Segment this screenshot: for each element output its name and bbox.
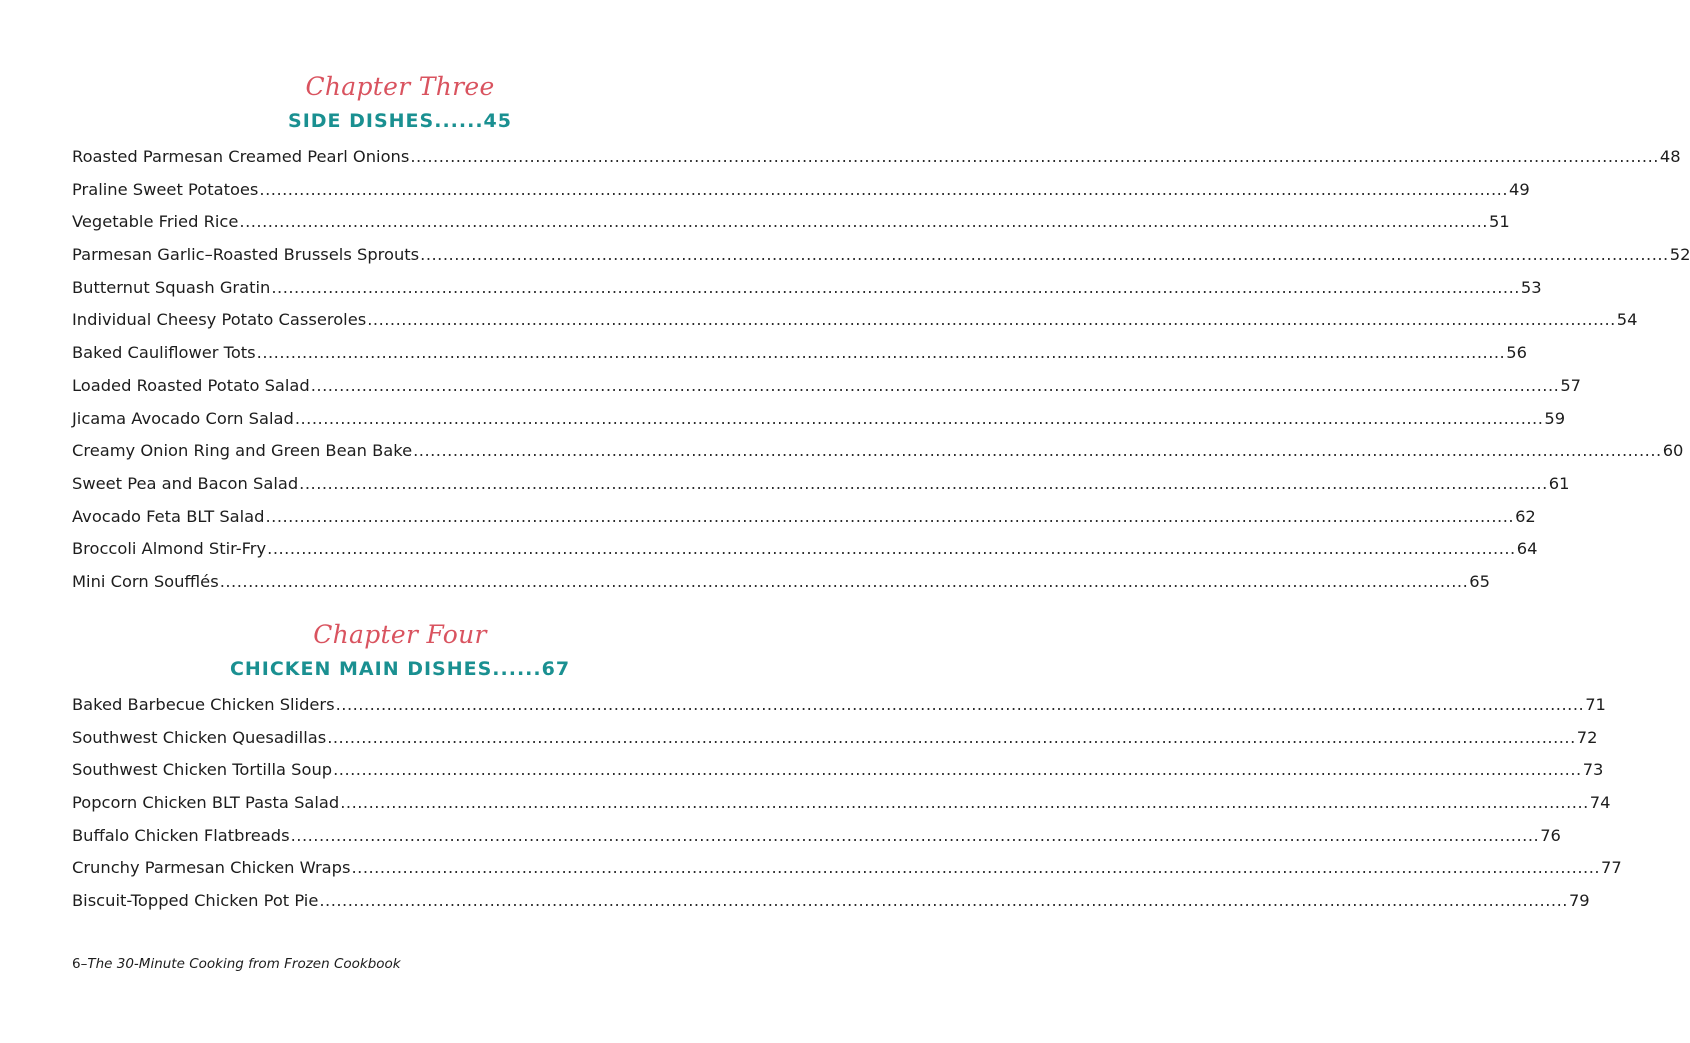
dot-leader: ............................................................................................................................................................................................................................ xyxy=(294,408,1544,428)
dot-leader: ............................................................................................................................................................................................................................ xyxy=(335,695,1585,714)
toc-entry-page-number: 52 xyxy=(1669,245,1690,265)
toc-entry-page-number: 64 xyxy=(1516,539,1538,559)
toc-entry-page-number: 60 xyxy=(1662,441,1684,461)
toc-entry xyxy=(72,566,1490,599)
dot-leader: ............................................................................................................................................................................................................................ xyxy=(410,147,1659,166)
toc-entry xyxy=(72,239,1690,272)
toc-entry-page-number: 59 xyxy=(1544,408,1566,428)
dot-leader: ............................................................................................................................................................................................................................ xyxy=(265,506,1515,526)
toc-entry xyxy=(72,370,1582,403)
toc-entry-title: Vegetable Fried Rice xyxy=(72,212,239,232)
toc-entry-page-number: 53 xyxy=(1520,277,1542,297)
toc-entry xyxy=(72,468,1570,501)
dot-leader: ............................................................................................................................................................................................................................ xyxy=(271,277,1520,297)
toc-entry-page-number: 61 xyxy=(1548,473,1570,493)
toc-entry-page-number: 65 xyxy=(1469,571,1490,591)
toc-entry-title: Loaded Roasted Potato Salad xyxy=(72,375,310,395)
toc-entry-title: Mini Corn Soufflés xyxy=(72,571,219,591)
dot-leader: ............................................................................................................................................................................................................................ xyxy=(299,473,1548,493)
toc-entry-title: Crunchy Parmesan Chicken Wraps xyxy=(72,858,351,878)
toc-entry-title: Baked Cauliflower Tots xyxy=(72,343,256,363)
toc-list xyxy=(72,689,1622,918)
toc-entry-title: Popcorn Chicken BLT Pasta Salad xyxy=(72,793,340,813)
toc-entry-title: Praline Sweet Potatoes xyxy=(72,179,259,199)
toc-entry-title: Individual Cheesy Potato Casseroles xyxy=(72,310,367,330)
toc-entry-title: Parmesan Garlic–Roasted Brussels Sprouts xyxy=(72,245,420,265)
toc-entry-title: Sweet Pea and Bacon Salad xyxy=(72,473,299,493)
toc-entry xyxy=(72,337,1527,370)
dot-leader: ............................................................................................................................................................................................................................ xyxy=(333,760,1582,780)
toc-entry-page-number: 77 xyxy=(1601,858,1622,878)
toc-entry xyxy=(72,403,1566,436)
toc-entry-title: Buffalo Chicken Flatbreads xyxy=(72,825,290,845)
toc-entry-title: Southwest Chicken Quesadillas xyxy=(72,727,327,747)
toc-entry xyxy=(72,885,1590,918)
toc-entry-title: Creamy Onion Ring and Green Bean Bake xyxy=(72,441,413,461)
chapter-heading: SIDE DISHES......45 xyxy=(288,110,512,132)
toc-list xyxy=(72,141,1690,599)
toc-entry xyxy=(72,141,1681,174)
toc-entry-page-number: 62 xyxy=(1515,506,1536,526)
chapter-label: Chapter Four xyxy=(313,620,487,649)
toc-entry-page-number: 49 xyxy=(1509,179,1530,199)
toc-entry-page-number: 71 xyxy=(1585,695,1606,714)
dot-leader: ............................................................................................................................................................................................................................ xyxy=(310,375,1560,395)
dot-leader: ............................................................................................................................................................................................................................ xyxy=(256,343,1506,363)
toc-entry-title: Butternut Squash Gratin xyxy=(72,277,271,297)
toc-entry xyxy=(72,501,1536,534)
toc-entry-page-number: 48 xyxy=(1659,147,1681,166)
toc-entry xyxy=(72,206,1510,239)
footer-separator: – xyxy=(80,956,88,972)
dot-leader: ............................................................................................................................................................................................................................ xyxy=(340,793,1589,813)
toc-entry-title: Roasted Parmesan Creamed Pearl Onions xyxy=(72,147,410,166)
toc-entry xyxy=(72,533,1538,566)
toc-entry-page-number: 79 xyxy=(1568,891,1590,911)
toc-entry-page-number: 72 xyxy=(1576,727,1598,747)
footer-page-number: 6 xyxy=(72,956,81,972)
toc-entry xyxy=(72,689,1606,722)
toc-entry-page-number: 54 xyxy=(1616,310,1638,330)
page-footer xyxy=(72,956,401,972)
chapter-label: Chapter Three xyxy=(305,72,495,101)
toc-entry-title: Biscuit-Topped Chicken Pot Pie xyxy=(72,891,319,911)
toc-entry xyxy=(72,722,1598,755)
dot-leader: ............................................................................................................................................................................................................................ xyxy=(327,727,1576,747)
footer-book-title: The 30-Minute Cooking from Frozen Cookbook xyxy=(87,956,401,972)
dot-leader: ............................................................................................................................................................................................................................ xyxy=(413,441,1662,461)
toc-entry-title: Avocado Feta BLT Salad xyxy=(72,506,265,526)
dot-leader: ............................................................................................................................................................................................................................ xyxy=(290,825,1540,845)
dot-leader: ............................................................................................................................................................................................................................ xyxy=(319,891,1568,911)
dot-leader: ............................................................................................................................................................................................................................ xyxy=(367,310,1616,330)
toc-entry xyxy=(72,852,1622,885)
toc-entry xyxy=(72,174,1530,207)
toc-entry-title: Southwest Chicken Tortilla Soup xyxy=(72,760,333,780)
dot-leader: ............................................................................................................................................................................................................................ xyxy=(267,539,1516,559)
toc-entry xyxy=(72,754,1604,787)
toc-entry-page-number: 56 xyxy=(1506,343,1527,363)
toc-entry xyxy=(72,820,1561,853)
dot-leader: ............................................................................................................................................................................................................................ xyxy=(239,212,1488,232)
toc-entry-page-number: 76 xyxy=(1540,825,1561,845)
toc-entry-page-number: 57 xyxy=(1560,375,1582,395)
toc-entry-title: Broccoli Almond Stir-Fry xyxy=(72,539,267,559)
chapter-heading: CHICKEN MAIN DISHES......67 xyxy=(229,658,571,680)
toc-entry xyxy=(72,272,1542,305)
toc-entry-page-number: 73 xyxy=(1582,760,1604,780)
toc-entry-title: Baked Barbecue Chicken Sliders xyxy=(72,695,335,714)
toc-entry-page-number: 51 xyxy=(1488,212,1510,232)
toc-entry-page-number: 74 xyxy=(1589,793,1611,813)
dot-leader: ............................................................................................................................................................................................................................ xyxy=(259,179,1508,199)
toc-entry xyxy=(72,435,1684,468)
dot-leader: ............................................................................................................................................................................................................................ xyxy=(219,571,1469,591)
dot-leader: ............................................................................................................................................................................................................................ xyxy=(351,858,1601,878)
toc-entry xyxy=(72,304,1638,337)
toc-entry-title: Jicama Avocado Corn Salad xyxy=(72,408,294,428)
toc-entry xyxy=(72,787,1611,820)
dot-leader: ............................................................................................................................................................................................................................ xyxy=(420,245,1669,265)
